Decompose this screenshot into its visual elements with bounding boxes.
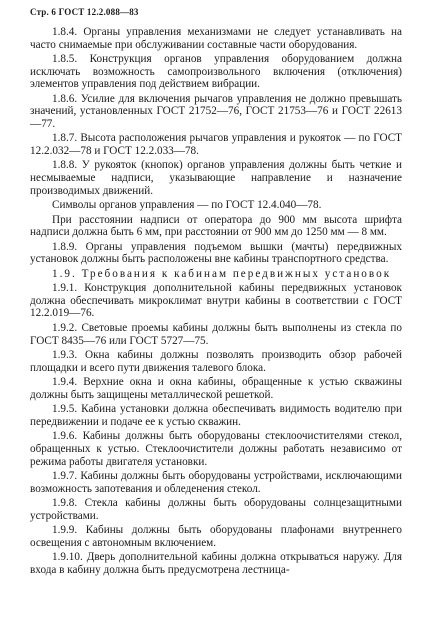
paragraph-1-9-6: 1.9.6. Кабины должны быть оборудованы стеклоочистителями стекол, обращенных к устью. Стеклоочистители должны работать независимо от режима работы двигателя установки. [30, 430, 402, 468]
section-heading-1-9: 1.9. Требования к кабинам передвижных установок [52, 267, 392, 280]
paragraph-1-8-5: 1.8.5. Конструкция органов управления оборудованием должна исключать возможность самопроизвольного включения (отключения) элементов управления под действием вибрации. [30, 53, 402, 91]
paragraph-1-9-7: 1.9.7. Кабины должны быть оборудованы устройствами, исключающими возможность запотевания и обледенения стекол. [30, 470, 402, 495]
paragraph-1-9-8: 1.9.8. Стекла кабины должны быть оборудованы солнцезащитными устройствами. [30, 497, 402, 522]
paragraph-1-8-6: 1.8.6. Усилие для включения рычагов управления не должно превышать значений, установленных ГОСТ 21752—76, ГОСТ 21753—76 и ГОСТ 22613—77. [30, 92, 402, 130]
paragraph-1-9-2: 1.9.2. Световые проемы кабины должны быть выполнены из стекла по ГОСТ 8435—76 или ГОСТ 5727—75. [30, 322, 402, 347]
paragraph-1-9-9: 1.9.9. Кабины должны быть оборудованы плафонами внутреннего освещения с автономным включением. [30, 524, 402, 549]
paragraph-1-8-4: 1.8.4. Органы управления механизмами не следует устанавливать на часто снимаемые при обслуживании составные части оборудования. [30, 26, 402, 51]
paragraph-1-9-5: 1.9.5. Кабина установки должна обеспечивать видимость водителю при передвижении и подаче ее к устью скважин. [30, 403, 402, 428]
paragraph-1-9-4: 1.9.4. Верхние окна и окна кабины, обращенные к устью скважины должны быть защищены металлической решеткой. [30, 376, 402, 401]
paragraph-distance: При расстоянии надписи от оператора до 900 мм высота шрифта надписи должна быть 6 мм, при расстоянии от 900 мм до 1250 мм — 8 мм. [30, 213, 402, 239]
paragraph-1-9-10: 1.9.10. Дверь дополнительной кабины должна открываться наружу. Для входа в кабину должна быть предусмотрена лестница- [30, 551, 402, 576]
paragraph-1-8-8: 1.8.8. У рукояток (кнопок) органов управления должны быть четкие и несмываемые надписи, указывающие направление и назначение производимых движений. [30, 159, 402, 197]
paragraph-1-9-1: 1.9.1. Конструкция дополнительной кабины передвижных установок должна обеспечивать микроклимат внутри кабины в соответствии с ГОСТ 12.2.019—76. [30, 282, 402, 320]
paragraph-1-8-9: 1.8.9. Органы управления подъемом вышки (мачты) передвижных установок должны быть расположены вне кабины транспортного средства. [30, 240, 402, 266]
paragraph-symbols: Символы органов управления — по ГОСТ 12.4.040—78. [52, 199, 322, 212]
page-header: Стр. 6 ГОСТ 12.2.088—83 [30, 7, 139, 17]
paragraph-1-8-7: 1.8.7. Высота расположения рычагов управления и рукояток — по ГОСТ 12.2.032—78 и ГОСТ 12.2.033—78. [30, 132, 402, 157]
paragraph-1-9-3: 1.9.3. Окна кабины должны позволять производить обзор рабочей площадки и всего пути движения талевого блока. [30, 349, 402, 374]
document-body [30, 26, 402, 578]
